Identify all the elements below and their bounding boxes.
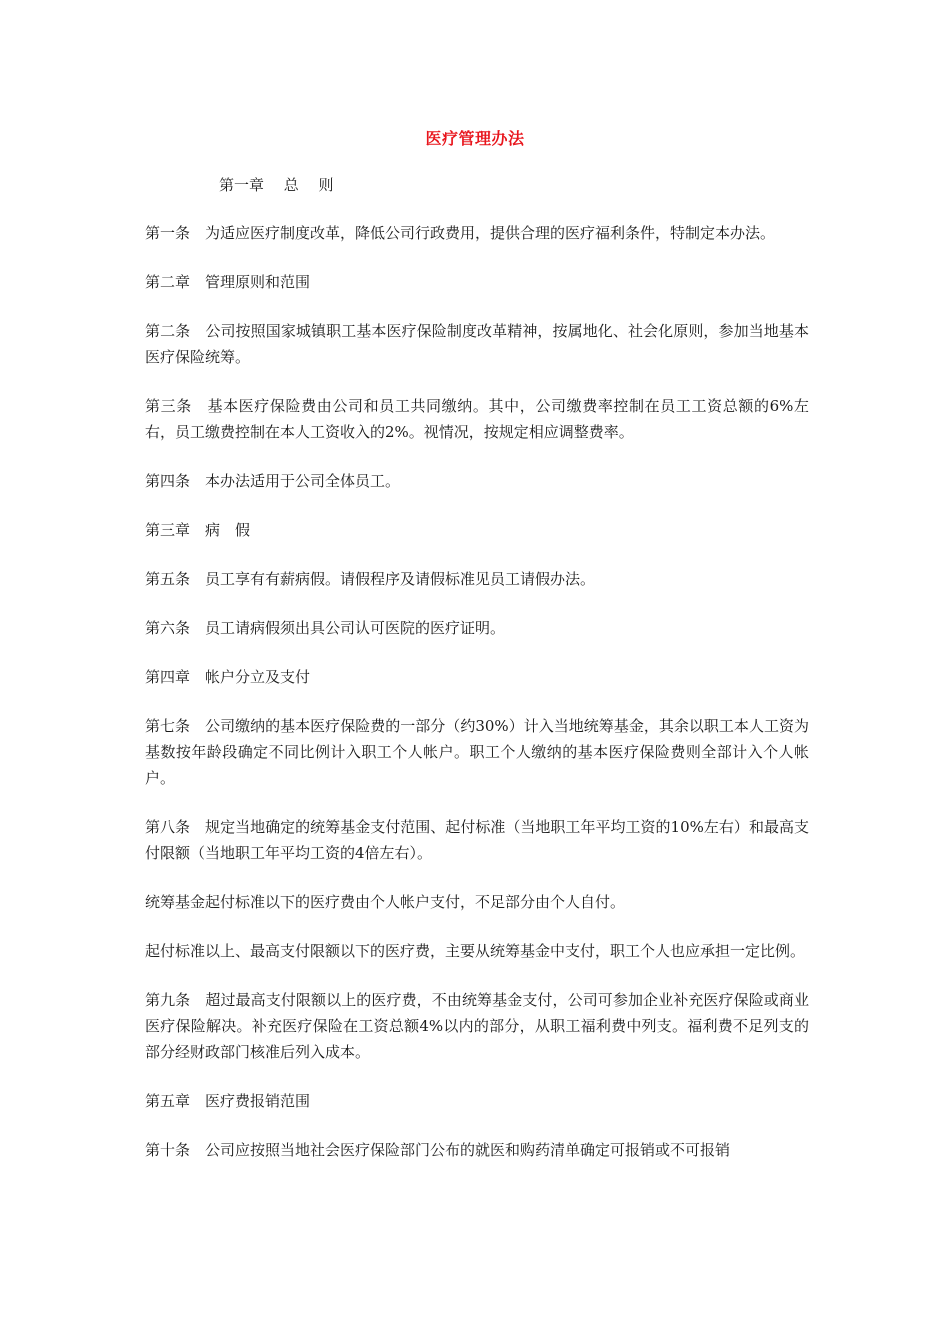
article-2: 第二条 公司按照国家城镇职工基本医疗保险制度改革精神，按属地化、社会化原则，参加当地基本医疗保险统筹。 [145, 322, 809, 366]
article-3: 第三条 基本医疗保险费由公司和员工共同缴纳。其中，公司缴费率控制在员工工资总额的6%左右，员工缴费控制在本人工资收入的2%。视情况，按规定相应调整费率。 [145, 397, 809, 441]
chapter-5-heading: 第五章 医疗费报销范围 [145, 1092, 311, 1110]
article-6: 第六条 员工请病假须出具公司认可医院的医疗证明。 [145, 619, 506, 637]
chapter-2-heading: 第二章 管理原则和范围 [145, 273, 311, 291]
article-8-clause-1: 统筹基金起付标准以下的医疗费由个人帐户支付，不足部分由个人自付。 [145, 893, 626, 911]
article-4: 第四条 本办法适用于公司全体员工。 [145, 472, 401, 490]
article-1: 第一条 为适应医疗制度改革，降低公司行政费用，提供合理的医疗福利条件，特制定本办法。 [145, 224, 776, 242]
chapter-3-heading: 第三章 病 假 [145, 521, 251, 539]
article-8: 第八条 规定当地确定的统筹基金支付范围、起付标准（当地职工年平均工资的10%左右）和最高支付限额（当地职工年平均工资的4倍左右）。 [145, 818, 809, 862]
article-10: 第十条 公司应按照当地社会医疗保险部门公布的就医和购药清单确定可报销或不可报销 [145, 1141, 731, 1159]
chapter-one-heading: 第一章 总 则 [219, 176, 334, 194]
article-7: 第七条 公司缴纳的基本医疗保险费的一部分（约30%）计入当地统筹基金，其余以职工本人工资为基数按年龄段确定不同比例计入职工个人帐户。职工个人缴纳的基本医疗保险费则全部计入个人帐户。 [145, 717, 809, 787]
document-title: 医疗管理办法 [425, 129, 525, 148]
article-8-clause-2: 起付标准以上、最高支付限额以下的医疗费，主要从统筹基金中支付，职工个人也应承担一定比例。 [145, 942, 806, 960]
article-9: 第九条 超过最高支付限额以上的医疗费，不由统筹基金支付，公司可参加企业补充医疗保险或商业医疗保险解决。补充医疗保险在工资总额4%以内的部分，从职工福利费中列支。福利费不足列支的部分经财政部门核准后列入成本。 [145, 991, 809, 1061]
article-5: 第五条 员工享有有薪病假。请假程序及请假标准见员工请假办法。 [145, 570, 596, 588]
document-body [145, 220, 809, 1163]
chapter-4-heading: 第四章 帐户分立及支付 [145, 668, 311, 686]
